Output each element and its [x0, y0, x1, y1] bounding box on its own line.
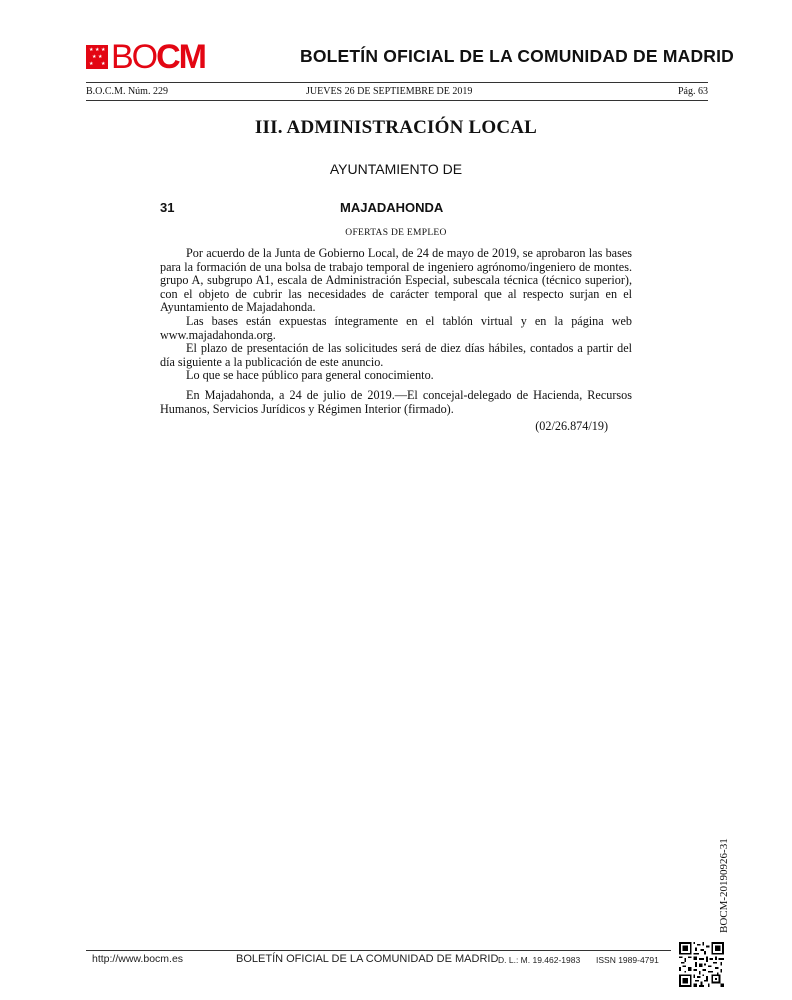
vertical-document-code: BOCM-20190926-31 [718, 838, 730, 933]
footer-url[interactable]: http://www.bocm.es [92, 953, 184, 965]
issue-date: JUEVES 26 DE SEPTIEMBRE DE 2019 [306, 86, 473, 97]
municipality-name: MAJADAHONDA [340, 200, 444, 215]
paragraph-4: Lo que se hace público para general conocimiento. [186, 368, 434, 383]
header-rule-bottom [86, 100, 708, 101]
logo-wordmark [111, 38, 205, 76]
section-subtitle: AYUNTAMIENTO DE [329, 161, 463, 177]
header-rule-top [86, 82, 708, 83]
issue-number: B.O.C.M. Núm. 229 [86, 86, 168, 97]
announcement-number: 31 [160, 200, 175, 215]
reference-code: (02/26.874/19) [535, 419, 608, 434]
announcement-body [160, 247, 632, 434]
page-number: Pág. 63 [678, 86, 708, 97]
paragraph-1: Por acuerdo de la Junta de Gobierno Local, de 24 de mayo de 2019, se aprobaron las bases para la formación de una bolsa de trabajo temporal de ingeniero agrónomo/ingeniero de montes. grupo A, subgrupo A1, escala de Administración Especial, subescala técnica (técnico superior), con el objeto de cubrir las necesidades de carácter temporal que al respecto surjan en el Ayuntamiento de Majadahonda. [160, 246, 632, 315]
logo-bo: BO [111, 38, 157, 76]
section-title: III. ADMINISTRACIÓN LOCAL [254, 117, 538, 138]
footer-issn: ISSN 1989-4791 [596, 955, 659, 965]
paragraph-2: Las bases están expuestas íntegramente en el tablón virtual y en la página web www.majadahonda.org. [160, 313, 632, 342]
paragraph-3: El plazo de presentación de las solicitudes será de diez días hábiles, contados a partir del día siguiente a la publicación de este anuncio. [160, 341, 632, 369]
topic-heading: OFERTAS DE EMPLEO [345, 228, 447, 238]
masthead-title: BOLETÍN OFICIAL DE LA COMUNIDAD DE MADRID [300, 46, 735, 66]
madrid-flag-icon: ★ ★ ★ ★ ★ ★ ★ [86, 45, 108, 69]
signature-paragraph: En Majadahonda, a 24 de julio de 2019.—El concejal-delegado de Hacienda, Recursos Humanos, Servicios Jurídicos y Régimen Interior (firmado). [160, 387, 632, 416]
footer-title: BOLETÍN OFICIAL DE LA COMUNIDAD DE MADRID [236, 953, 499, 965]
qr-code-icon [679, 942, 724, 987]
footer-legal-deposit: D. L.: M. 19.462-1983 [498, 955, 581, 965]
footer-rule [86, 950, 671, 951]
logo-cm: CM [156, 38, 206, 76]
